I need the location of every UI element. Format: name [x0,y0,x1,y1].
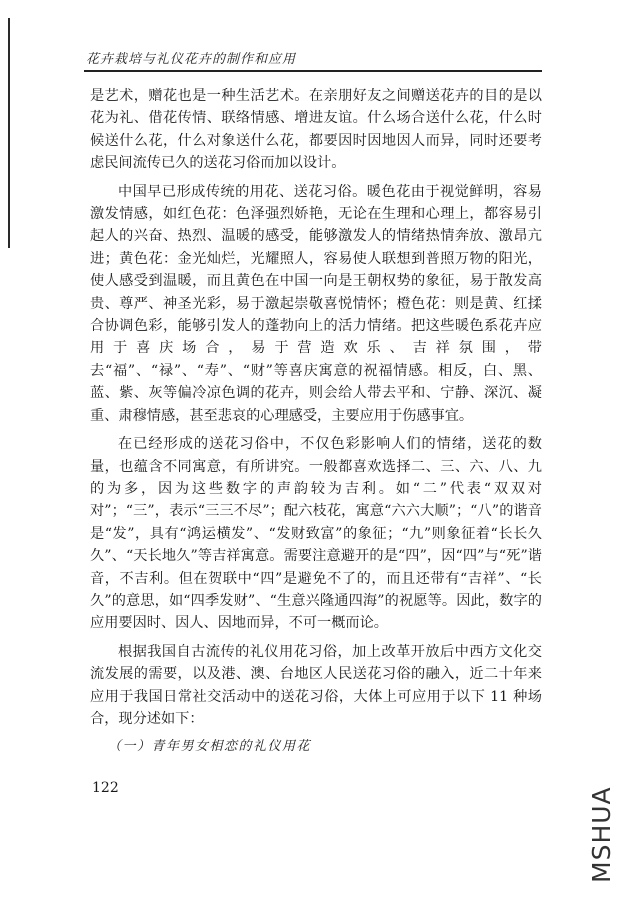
watermark: MSHUA [587,786,616,884]
paragraph-continuation: 是艺术，赠花也是一种生活艺术。在亲朋好友之间赠送花卉的目的是以花为礼、借花传情、联络情感、增进友谊。什么场合送什么花，什么时候送什么花，什么对象送什么花，都要因时因地因人而异，同时还要考虑民间流传已久的送花习俗而加以设计。 [90,88,542,172]
header-rule [84,70,542,72]
section-subheading: （一）青年男女相恋的礼仪用花 [108,739,312,755]
margin-rule [8,18,10,248]
paragraph-color-customs: 中国早已形成传统的用花、送花习俗。暖色花由于视觉鲜明，容易激发情感，如红色花：色泽强烈娇艳，无论在生理和心理上，都容易引起人的兴奋、热烈、温暖的感受，能够激发人的情绪热情奔放、激昂亢进；黄色花：金光灿烂，光耀照人，容易使人联想到普照万物的阳光，使人感受到温暖，而且黄色在中国一向是王朝权势的象征，易于散发高贵、尊严、神圣光彩，易于激起崇敬喜悦情怀；橙色花：则是黄、红揉合协调色彩，能够引发人的蓬勃向上的活力情绪。把这些暖色系花卉应用于喜庆场合，易于营造欢乐、吉祥氛围，带去“福”、“禄”、“寿”、“财”等喜庆寓意的祝福情感。相反，白、黑、蓝、紫、灰等偏冷凉色调的花卉，则会给人带去平和、宁静、深沉、凝重、肃穆情感，甚至悲哀的心理感受，主要应用于伤感事宜。 [90,183,542,424]
body-text [90,85,542,758]
paragraph-occasions-intro: 根据我国自古流传的礼仪用花习俗，加上改革开放后中西方文化交流发展的需要，以及港、澳、台地区人民送花习俗的融入，近二十年来应用于我国日常社交活动中的送花习俗，大体上可应用于以下 11 种场合，现分述如下： [90,643,542,727]
running-header: 花卉栽培与礼仪花卉的制作和应用 [86,52,297,67]
page-number: 122 [92,780,119,796]
paragraph-number-customs: 在已经形成的送花习俗中，不仅色彩影响人们的情绪，送花的数量，也蕴含不同寓意，有所讲究。一般都喜欢选择二、三、六、八、九的为多，因为这些数字的声韵较为吉利。如“二”代表“双双对对”；“三”，表示“三三不尽”；配六枝花，寓意“六六大顺”；“八”的谐音是“发”，具有“鸿运横发”、“发财致富”的象征；“九”则象征着“长长久久”、“天长地久”等吉祥寓意。需要注意避开的是“四”，因“四”与“死”谐音，不吉利。但在贺联中“四”是避免不了的，而且还带有“吉祥”、“长久”的意思，如“四季发财”、“生意兴隆通四海”的祝愿等。因此，数字的应用要因时、因人、因地而异，不可一概而论。 [90,436,542,632]
